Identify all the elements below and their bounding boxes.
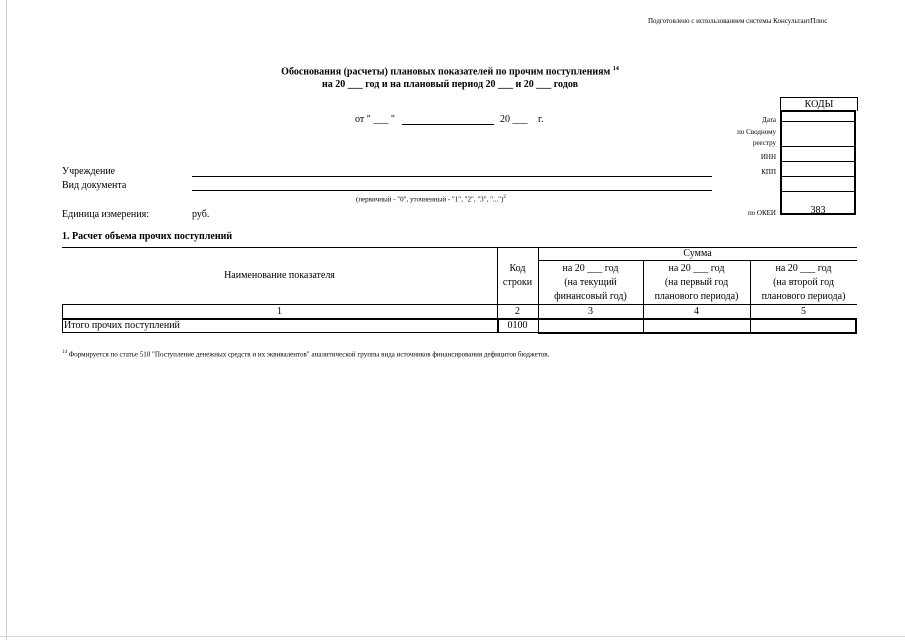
col3-header-1: на 20 ___ год	[562, 263, 619, 274]
col-name-header: Наименование показателя	[224, 270, 335, 281]
col4-header-3: планового периода)	[654, 291, 739, 302]
date-year: 20 ___	[500, 114, 528, 125]
col3-header-3: финансовый год)	[554, 291, 627, 302]
col4-header-1: на 20 ___ год	[668, 263, 725, 274]
footnote	[62, 350, 852, 358]
page-title	[200, 66, 700, 77]
col5-header-2: (на второй год	[773, 277, 834, 288]
date-month-line	[402, 124, 494, 125]
col5-header-3: планового периода)	[761, 291, 846, 302]
col4-header-2: (на первый год	[664, 277, 729, 288]
doc-type-hint-mark: 2	[503, 195, 506, 200]
registry-label-2: реестру	[752, 139, 776, 147]
scan-edge-bottom	[0, 636, 905, 637]
registry-label-1: по Сводному	[737, 128, 776, 136]
header-note: Подготовлено с использованием системы КонсультантПлюс	[648, 17, 828, 25]
sum-divider	[538, 260, 857, 261]
row-value-current[interactable]	[539, 319, 643, 332]
col-num-2: 2	[515, 306, 520, 317]
doc-type-field[interactable]	[192, 190, 712, 191]
date-from: от " ___ "	[355, 114, 395, 125]
doc-type-hint-text: (первичный - "0", уточненный - "1", "2", "3", "...")	[356, 195, 504, 204]
scan-edge-left	[6, 0, 7, 640]
col3-header-2: (на текущий	[564, 277, 617, 288]
sum-header: Сумма	[683, 248, 712, 259]
okei-label: по ОКЕИ	[747, 209, 776, 217]
row-code: 0100	[507, 320, 528, 331]
title-footnote-mark: 14	[612, 66, 619, 72]
col5-header-1: на 20 ___ год	[775, 263, 832, 274]
calc-table	[62, 247, 857, 333]
unit-label: Единица измерения:	[62, 209, 149, 220]
codes-box	[780, 97, 856, 219]
footnote-text: Формируется по статье 510 "Поступление денежных средств и их эквивалентов" аналитической группы вида источников финансирования дефицитов бюджетов.	[68, 350, 550, 359]
row-value-first[interactable]	[644, 319, 750, 332]
section-title: 1. Расчет объема прочих поступлений	[62, 231, 233, 242]
col-num-3: 3	[588, 306, 593, 317]
codes-frame	[780, 110, 856, 215]
row-value-second[interactable]	[751, 319, 855, 332]
institution-label: Учреждение	[62, 166, 116, 177]
codes-divider	[780, 161, 856, 162]
date-label: Дата	[762, 116, 776, 124]
codes-divider	[780, 121, 856, 122]
codes-divider	[780, 176, 856, 177]
col-num-1: 1	[277, 306, 282, 317]
okei-value: 383	[810, 205, 826, 216]
doc-type-hint	[356, 195, 506, 203]
doc-type-label: Вид документа	[62, 180, 127, 191]
kpp-label: КПП	[761, 168, 776, 176]
col-code-header-2: строки	[502, 277, 533, 288]
table-bottom-thick	[538, 332, 857, 334]
col-code-header-1: Код	[509, 263, 526, 274]
unit-value: руб.	[192, 209, 210, 220]
title-line-1: Обоснования (расчеты) плановых показателей по прочим поступлениям	[281, 66, 611, 78]
inn-label: ИНН	[760, 153, 776, 161]
date-suffix: г.	[538, 114, 544, 125]
codes-header: КОДЫ	[780, 97, 858, 111]
row-label: Итого прочих поступлений	[64, 320, 180, 331]
institution-field[interactable]	[192, 176, 712, 177]
title-line-2: на 20 ___ год и на плановый период 20 ___ и 20 ___ годов	[322, 79, 578, 90]
header-bottom-line	[62, 304, 857, 305]
footnote-mark: 14	[62, 350, 67, 355]
codes-divider	[780, 191, 856, 192]
col-num-5: 5	[801, 306, 806, 317]
col-num-4: 4	[694, 306, 699, 317]
col-line-right-thick	[855, 318, 857, 333]
codes-divider	[780, 146, 856, 147]
